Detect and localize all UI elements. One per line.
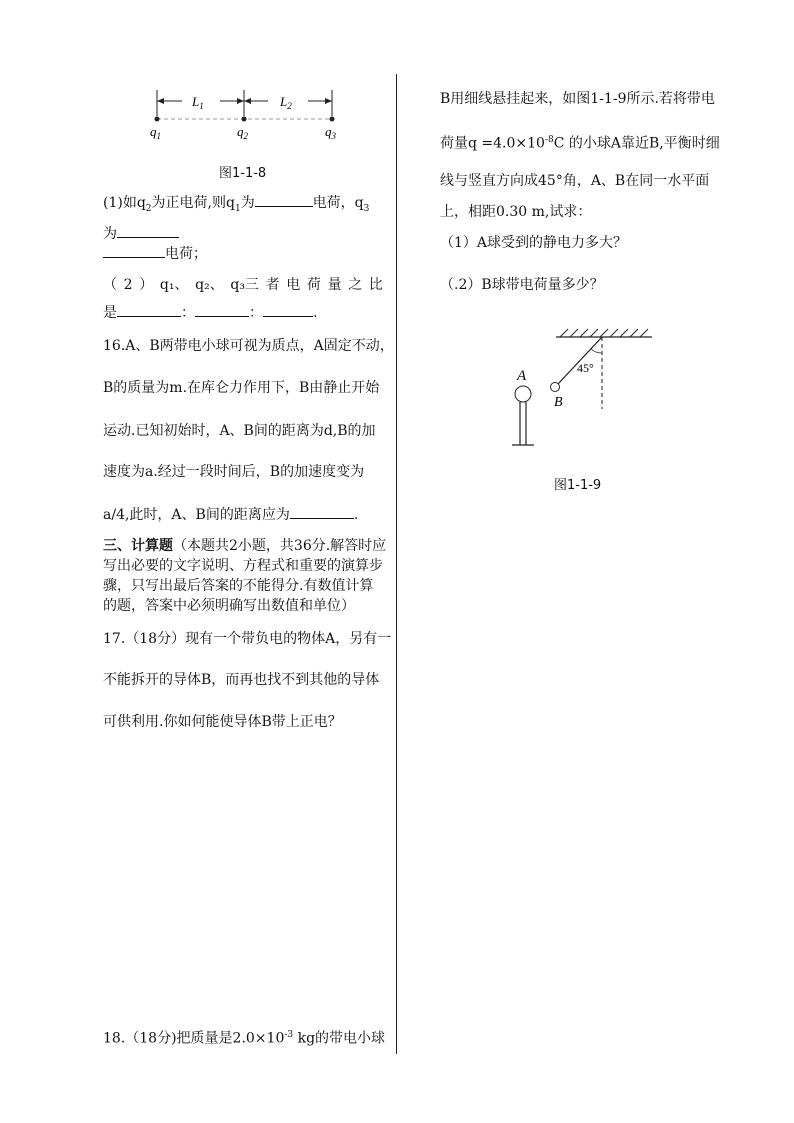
answer-blank[interactable] bbox=[195, 304, 249, 317]
q17-line-3: 可供利用.你如何能使导体B带上正电？ bbox=[103, 714, 342, 730]
q15-line-1: (1)如$q_2$为正电荷,则$q_1$为 电荷，$q_3$ bbox=[103, 195, 370, 214]
label-L2: $L_2$ bbox=[280, 94, 292, 111]
figure-1-1-8 bbox=[140, 86, 360, 144]
q16-line-4: 速度为a.经过一段时间后，B的加速度变为 bbox=[103, 464, 365, 480]
angle-label: 45° bbox=[577, 361, 594, 375]
ball-A bbox=[515, 386, 531, 402]
answer-blank[interactable] bbox=[103, 245, 165, 258]
q16-line-2: B的质量为m.在库仑力作用下，B由静止开始 bbox=[103, 380, 380, 396]
charge-q3 bbox=[330, 117, 335, 122]
q16-line-5: a/4,此时，A、B间的距离应为 . bbox=[103, 507, 359, 523]
q15-line-3: 电荷； bbox=[103, 245, 207, 263]
column-divider bbox=[396, 74, 397, 1054]
q16-line-1: 16.A、B两带电小球可视为质点，A固定不动， bbox=[103, 338, 394, 354]
section-3-line-2: 写出必要的文字说明、方程式和重要的演算步 bbox=[103, 558, 383, 574]
label-q3: $q_3$ bbox=[325, 124, 336, 141]
answer-blank[interactable] bbox=[117, 225, 179, 238]
q17-line-2: 不能拆开的导体B，而再也找不到其他的导体 bbox=[103, 672, 380, 688]
charge-q2 bbox=[242, 117, 247, 122]
q15-line-2: 为 bbox=[103, 225, 179, 243]
answer-blank[interactable] bbox=[117, 304, 181, 317]
q15-line-5: 是 ： ： . bbox=[103, 305, 318, 321]
section-3-line-3: 骤，只写出最后答案的不能得分.有数值计算 bbox=[103, 578, 374, 594]
label-L1: $L_1$ bbox=[192, 94, 204, 111]
section-3-title: 三、计算题 bbox=[103, 538, 173, 554]
q18-line-1: 18.（18分)把质量是$2.0\times 10^{-3}$ kg的带电小球 bbox=[103, 1030, 386, 1047]
answer-blank[interactable] bbox=[263, 304, 313, 317]
figure-1-1-8-caption: 图1-1-8 bbox=[219, 166, 267, 181]
charge-q1 bbox=[155, 117, 160, 122]
label-q1: $q_1$ bbox=[150, 124, 161, 141]
q18-right-line-3: 线与竖直方向成45°角，A、B在同一水平面 bbox=[440, 173, 710, 189]
q17-line-1: 17.（18分）现有一个带负电的物体A，另有一 bbox=[103, 631, 392, 647]
q18-right-line-4: 上，相距0.30 m,试求： bbox=[440, 204, 592, 220]
q18-sub-question-2: （.2）B球带电荷量多少？ bbox=[440, 277, 604, 293]
q15-line-4: （ 2 ） q₁、 q₂、 q₃三 者 电 荷 量 之 比 bbox=[103, 277, 383, 293]
label-A: A bbox=[517, 368, 527, 384]
answer-blank[interactable] bbox=[290, 506, 354, 519]
section-3-line-4: 的题，答案中必须明确写出数值和单位） bbox=[103, 598, 355, 614]
section-3-heading: 三、计算题（本题共2小题，共36分.解答时应 bbox=[103, 538, 387, 554]
label-q2: $q_2$ bbox=[237, 124, 248, 141]
ball-B bbox=[551, 383, 560, 392]
figure-1-1-9 bbox=[500, 325, 660, 453]
q18-sub-question-1: （1）A球受到的静电力多大？ bbox=[440, 235, 628, 251]
q16-line-3: 运动.已知初始时，A、B间的距离为d,B的加 bbox=[103, 423, 376, 439]
q18-right-line-1: B用细线悬挂起来，如图1-1-9所示.若将带电 bbox=[440, 91, 715, 107]
answer-blank[interactable] bbox=[255, 194, 313, 207]
label-B: B bbox=[554, 395, 563, 410]
q18-right-line-2: 荷量$q =4.0\times 10^{-8}C$ 的小球A靠近B,平衡时细 bbox=[440, 135, 720, 152]
figure-1-1-9-caption: 图1-1-9 bbox=[554, 478, 602, 493]
